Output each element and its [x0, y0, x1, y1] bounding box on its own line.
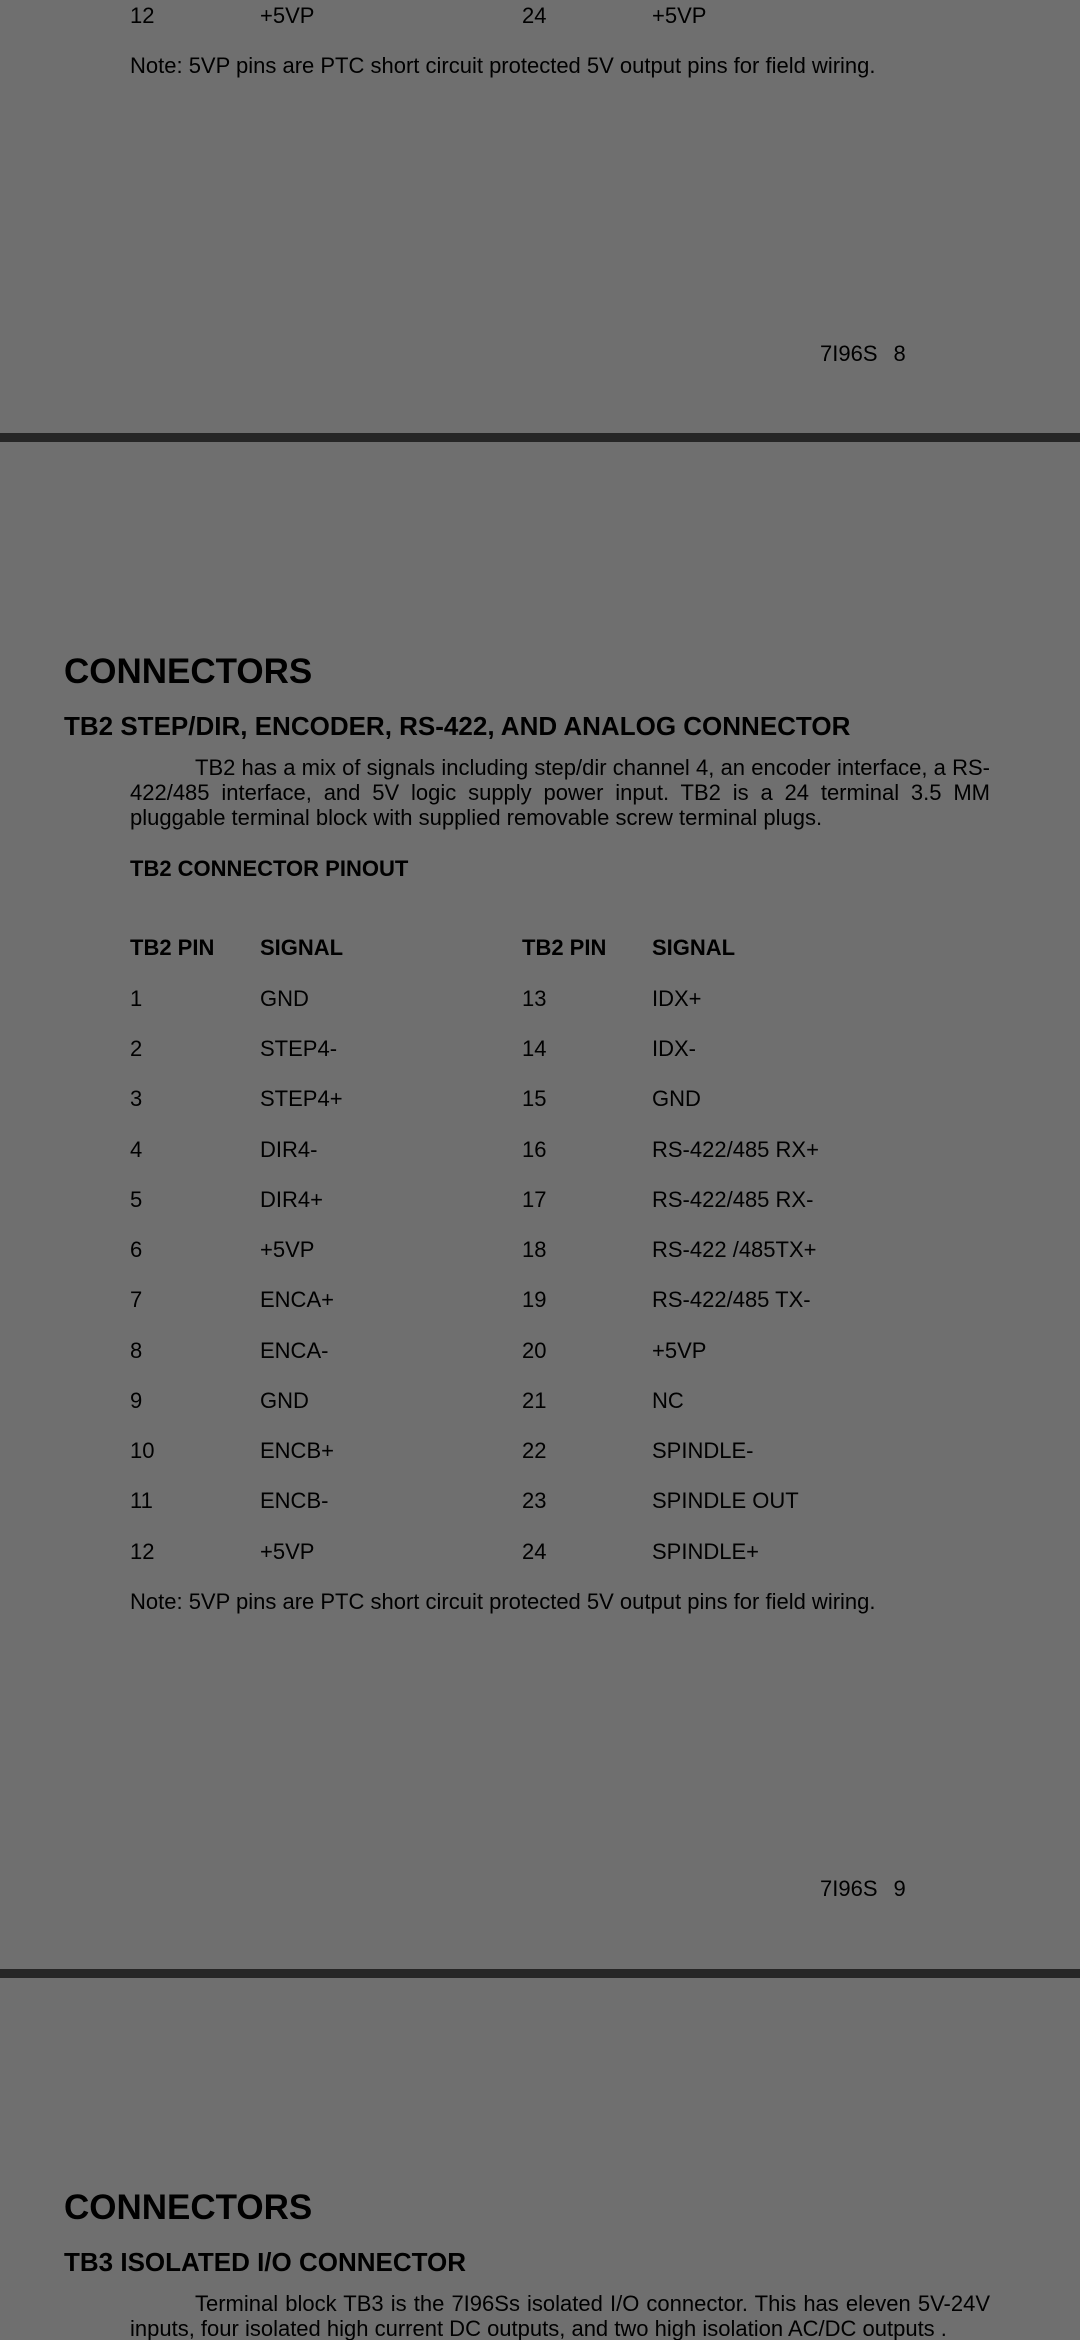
pin-number: 17	[522, 1187, 547, 1212]
column-header-pin: TB2 PIN	[522, 935, 607, 960]
page-divider	[0, 1969, 1080, 1978]
description-paragraph: TB2 has a mix of signals including step/dir channel 4, an encoder interface, a RS-422/485 interface, and 5V logic supply power input. TB2 is a 24 terminal 3.5 MM pluggable terminal block with supplied removable screw terminal plugs.	[130, 755, 990, 830]
page-footer	[820, 339, 906, 369]
signal-name: STEP4-	[260, 1036, 338, 1061]
table-row	[0, 1537, 1080, 1567]
pin-note: Note: 5VP pins are PTC short circuit protected 5V output pins for field wiring.	[130, 1589, 876, 1614]
column-header-signal: SIGNAL	[260, 935, 344, 960]
pin-number: 13	[522, 986, 547, 1011]
signal-name: RS-422/485 RX-	[652, 1187, 814, 1212]
signal-name: STEP4+	[260, 1086, 343, 1111]
pin-number: 24	[522, 1539, 547, 1564]
table-row	[0, 1, 1080, 31]
page-number: 8	[893, 341, 906, 366]
table-row	[0, 1285, 1080, 1315]
signal-name: SPINDLE OUT	[652, 1488, 799, 1513]
pin-number: 19	[522, 1287, 547, 1312]
pin-number: 3	[130, 1086, 143, 1111]
signal-name: ENCB-	[260, 1488, 329, 1513]
pdf-page-9	[0, 442, 1080, 1969]
pin-number: 18	[522, 1237, 547, 1262]
signal-name: RS-422/485 RX+	[652, 1137, 819, 1162]
pin-number: 14	[522, 1036, 547, 1061]
signal-name: +5VP	[260, 3, 315, 28]
table-row	[0, 1185, 1080, 1215]
pin-number: 23	[522, 1488, 547, 1513]
page-divider	[0, 433, 1080, 442]
doc-name: 7I96S	[820, 341, 878, 366]
description-paragraph: Terminal block TB3 is the 7I96Ss isolated I/O connector. This has eleven 5V-24V inputs, four isolated high current DC outputs, and two high isolation AC/DC outputs .	[130, 2291, 990, 2340]
signal-name: DIR4-	[260, 1137, 318, 1162]
pin-number: 24	[522, 3, 547, 28]
pin-number: 22	[522, 1438, 547, 1463]
column-header-pin: TB2 PIN	[130, 935, 215, 960]
signal-name: ENCB+	[260, 1438, 334, 1463]
column-header-signal: SIGNAL	[652, 935, 736, 960]
subsection-title: TB3 ISOLATED I/O CONNECTOR	[64, 2247, 467, 2277]
signal-name: ENCA-	[260, 1338, 329, 1363]
page-number: 9	[893, 1876, 906, 1901]
signal-name: IDX+	[652, 986, 702, 1011]
table-row	[0, 1235, 1080, 1265]
table-row	[0, 1486, 1080, 1516]
pin-number: 12	[130, 3, 155, 28]
table-row	[0, 1135, 1080, 1165]
pin-note: Note: 5VP pins are PTC short circuit protected 5V output pins for field wiring.	[130, 53, 876, 78]
table-row	[0, 1386, 1080, 1416]
table-row	[0, 1336, 1080, 1366]
pdf-page-8	[0, 0, 1080, 433]
signal-name: GND	[652, 1086, 701, 1111]
pin-number: 1	[130, 986, 143, 1011]
pin-number: 8	[130, 1338, 143, 1363]
pinout-title: TB2 CONNECTOR PINOUT	[130, 856, 409, 881]
section-title: CONNECTORS	[64, 2188, 313, 2227]
pin-number: 15	[522, 1086, 547, 1111]
signal-name: SPINDLE-	[652, 1438, 754, 1463]
signal-name: IDX-	[652, 1036, 696, 1061]
pin-number: 10	[130, 1438, 155, 1463]
pin-number: 21	[522, 1388, 547, 1413]
section-title: CONNECTORS	[64, 652, 313, 691]
pin-number: 9	[130, 1388, 143, 1413]
table-row	[0, 1034, 1080, 1064]
pin-number: 16	[522, 1137, 547, 1162]
signal-name: DIR4+	[260, 1187, 323, 1212]
table-row	[0, 1436, 1080, 1466]
pdf-page-10	[0, 1978, 1080, 2340]
signal-name: RS-422/485 TX-	[652, 1287, 811, 1312]
pin-number: 2	[130, 1036, 143, 1061]
page-footer	[820, 1874, 906, 1904]
pin-number: 20	[522, 1338, 547, 1363]
signal-name: +5VP	[260, 1237, 315, 1262]
table-row	[0, 984, 1080, 1014]
pin-number: 4	[130, 1137, 143, 1162]
pin-number: 7	[130, 1287, 143, 1312]
signal-name: RS-422 /485TX+	[652, 1237, 817, 1262]
signal-name: SPINDLE+	[652, 1539, 759, 1564]
signal-name: GND	[260, 1388, 309, 1413]
signal-name: ENCA+	[260, 1287, 334, 1312]
signal-name: NC	[652, 1388, 684, 1413]
signal-name: +5VP	[260, 1539, 315, 1564]
table-row	[0, 1084, 1080, 1114]
pin-number: 5	[130, 1187, 143, 1212]
signal-name: +5VP	[652, 3, 707, 28]
table-header	[0, 933, 1080, 963]
subsection-title: TB2 STEP/DIR, ENCODER, RS-422, AND ANALOG CONNECTOR	[64, 711, 851, 741]
pin-number: 11	[130, 1488, 153, 1513]
pin-number: 12	[130, 1539, 155, 1564]
pin-number: 6	[130, 1237, 143, 1262]
signal-name: +5VP	[652, 1338, 707, 1363]
doc-name: 7I96S	[820, 1876, 878, 1901]
signal-name: GND	[260, 986, 309, 1011]
